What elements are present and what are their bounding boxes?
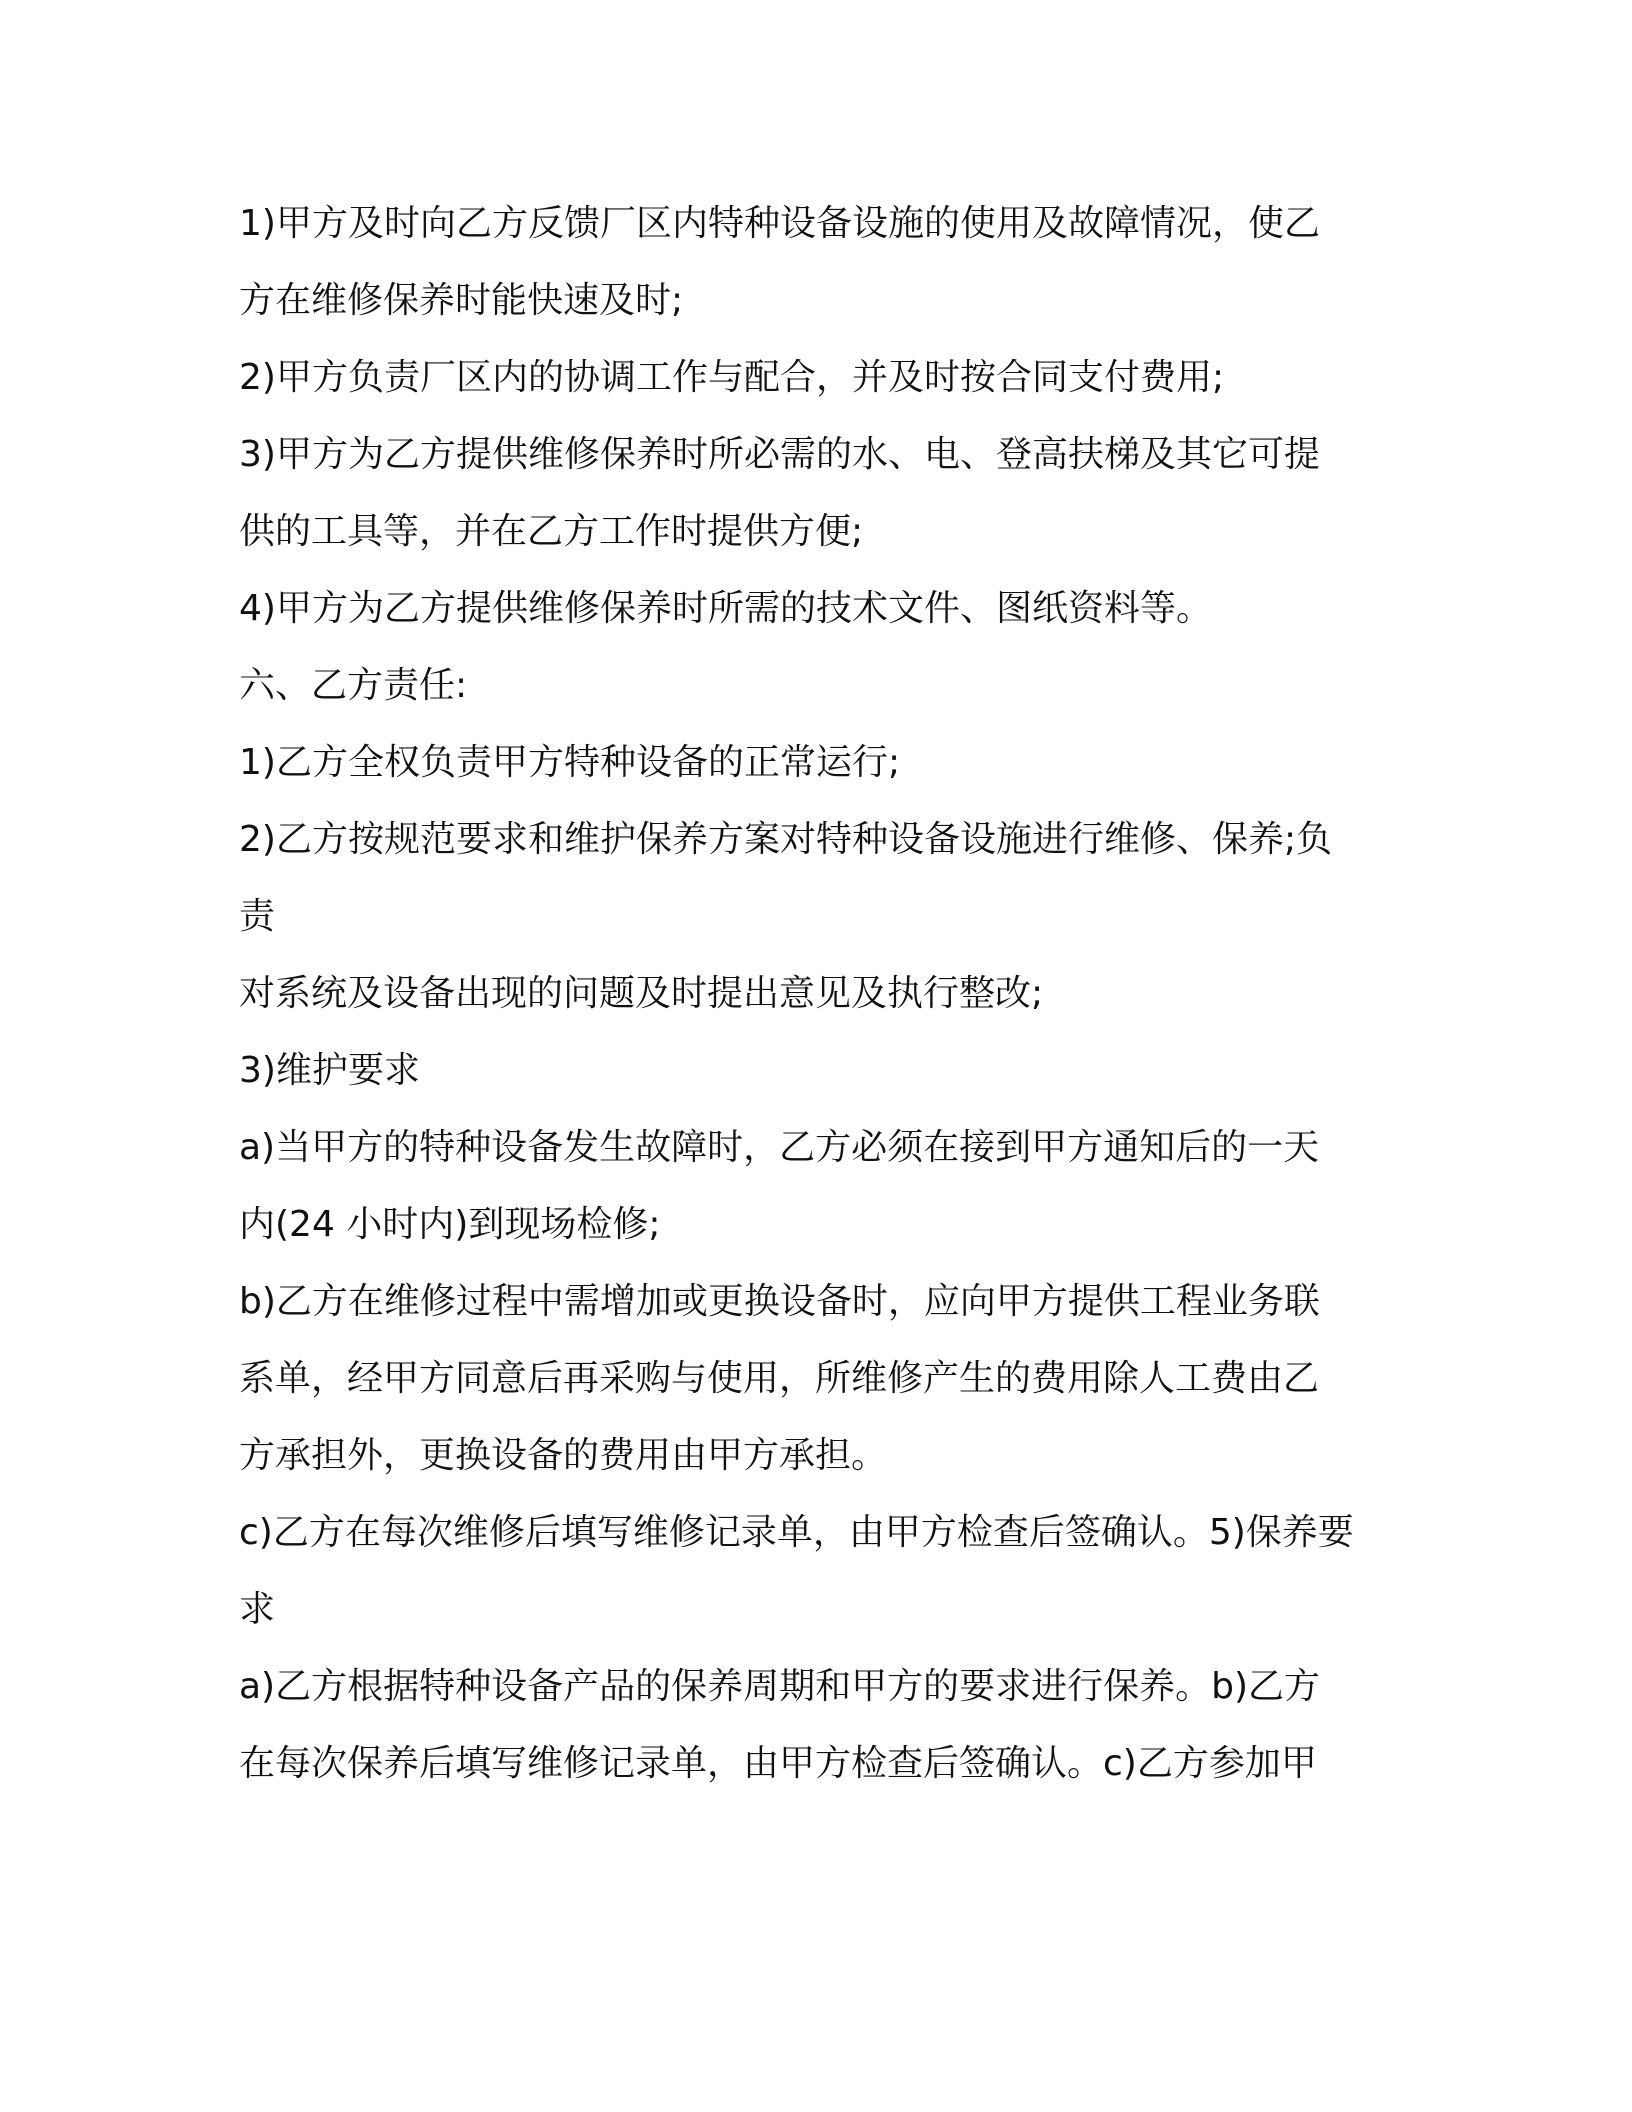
text-line: 在每次保养后填写维修记录单，由甲方检查后签确认。c)乙方参加甲: [239, 1743, 1317, 1784]
section-heading: 六、乙方责任:: [239, 665, 468, 706]
text-line: 方承担外，更换设备的费用由甲方承担。: [239, 1435, 888, 1476]
text-line: 求: [239, 1589, 276, 1630]
text-line: 3)维护要求: [239, 1050, 420, 1091]
text-line: a)乙方根据特种设备产品的保养周期和甲方的要求进行保养。b)乙方: [239, 1666, 1321, 1707]
text-line: 3)甲方为乙方提供维修保养时所必需的水、电、登高扶梯及其它可提: [239, 434, 1320, 475]
text-line: a)当甲方的特种设备发生故障时，乙方必须在接到甲方通知后的一天: [239, 1127, 1320, 1168]
text-line: 4)甲方为乙方提供维修保养时所需的技术文件、图纸资料等。: [239, 588, 1212, 629]
text-line: 2)乙方按规范要求和维护保养方案对特种设备设施进行维修、保养;负: [239, 819, 1333, 860]
text-line: c)乙方在每次维修后填写维修记录单，由甲方检查后签确认。5)保养要: [239, 1512, 1354, 1553]
text-line: 内(24 小时内)到现场检修;: [239, 1204, 661, 1245]
text-line: 1)乙方全权负责甲方特种设备的正常运行;: [239, 742, 901, 783]
text-line: 责: [239, 896, 276, 937]
text-line: 对系统及设备出现的问题及时提出意见及执行整改;: [239, 973, 1044, 1014]
text-line: b)乙方在维修过程中需增加或更换设备时，应向甲方提供工程业务联: [239, 1281, 1320, 1322]
text-line: 方在维修保养时能快速及时;: [239, 280, 684, 321]
text-line: 系单，经甲方同意后再采购与使用，所维修产生的费用除人工费由乙: [239, 1358, 1320, 1399]
text-line: 供的工具等，并在乙方工作时提供方便;: [239, 511, 864, 552]
text-line: 1)甲方及时向乙方反馈厂区内特种设备设施的使用及故障情况，使乙: [239, 203, 1320, 244]
text-line: 2)甲方负责厂区内的协调工作与配合，并及时按合同支付费用;: [239, 357, 1225, 398]
document-body: [239, 185, 1399, 1802]
